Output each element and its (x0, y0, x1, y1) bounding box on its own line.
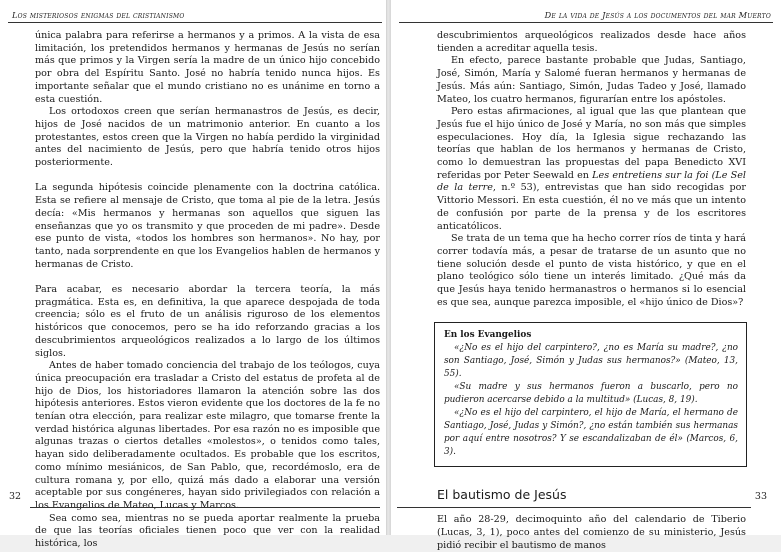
paragraph (437, 106, 746, 233)
paragraph-text: , n.º 53), entrevistas que han sido recogidas por Vittorio Messori. En esta cuestión, él no ve más que un intento de confusión por parte de la prensa y de los escritores anticatólicos. (437, 182, 747, 232)
paragraph: descubrimientos arqueológicos realizados desde hace años tienden a acreditar aquella tesis. (437, 30, 746, 54)
paragraph-text: Pero estas afirmaciones, al igual que las que plantean que Jesús fue el hijo único de José y María, no son más que simples especulaciones. Hoy día, la Iglesia sigue rechazando las teorías que hablan de los hermanos y hermanas de Cristo, como lo demuestran las propuestas del papa Benedicto XVI referidas por Peter Seewald en (437, 106, 746, 181)
right-body-text (437, 30, 746, 552)
paragraph: Sea como sea, mientras no se pueda aportar realmente la prueba de que las teorías oficiales tienen poco que ver con la realidad histórica, los (35, 512, 380, 550)
paragraph: Antes de haber tomado conciencia del trabajo de los teólogos, cuya única preocupación era trasladar a Cristo del estatus de profeta al de hijo de Dios, los historiadores llamaron la atención sobre las dos hipótesis anteriores. Estos vieron evidente que los doctores de la fe no tenían otra elección, para realizar este milagro, que tomarse frente la verdad histórica algunas libertades. Por esa razón no es imposible que algunas trazas o ciertos detalles «molestos», o tenidos como tales, hayan sido deliberadamente ocultados. Es probable que los escritos, como mínimo mesiánicos, de San Pablo, que, recordémoslo, era de cultura romana y, por ello, quizá más dado a elaborar una versión aceptable por sus congéneres, hayan sido privilegiados con relación a los Evangelios de Mateo, Lucas y Marcos. (35, 360, 380, 511)
header-rule-right (399, 22, 773, 23)
page-number-left: 32 (9, 491, 22, 502)
paragraph: La segunda hipótesis coincide plenamente con la doctrina católica. Esta se refiere al mensaje de Cristo, que toma al pie de la letra. Jesús decía: «Mis hermanos y hermanas son aquellos que siguen las enseñanzas que yo os transmito y que proceden de mi padre». Desde ese punto de vista, «todos los hombres son hermanos». No hay, por tanto, nada sorprendente en que los Evangelios hablen de hermanos y hermanas de Cristo. (35, 182, 380, 270)
gospels-quote-box (434, 322, 747, 467)
header-rule-left (8, 22, 382, 23)
running-head-right: De la vida de Jesús a los documentos del mar Muerto (544, 10, 771, 20)
paragraph: En efecto, parece bastante probable que Judas, Santiago, José, Simón, María y Salomé fueran hermanos y hermanas de Jesús. Más aún: Santiago, Simón, Judas Tadeo y José, llamado Mateo, los cuatro hermanos, figurarían entre los apóstoles. (437, 55, 746, 105)
right-page (391, 0, 781, 551)
box-title: En los Evangelios (444, 330, 532, 341)
book-title: Les entretiens sur la foi (Le Sel de la terre (437, 169, 746, 194)
running-head-left: Los misteriosos enigmas del cristianismo (12, 10, 185, 20)
gospel-quote: «Su madre y sus hermanos fueron a buscarlo, pero no pudieron acercarse debido a la multitud» (Lucas, 8, 19). (444, 382, 738, 406)
footer-rule-right (397, 507, 751, 508)
left-body-text (35, 30, 380, 551)
page-number-right: 33 (754, 491, 767, 502)
section-heading: El bautismo de Jesús (437, 487, 567, 503)
paragraph: única palabra para referirse a hermanos y a primos. A la vista de esa limitación, los pretendidos hermanos y hermanas de Jesús no serían más que primos y la Virgen sería la madre de un único hijo concebido por obra del Espíritu Santo. José no habría tenido nunca hijos. Es importante señalar que el mundo cristiano no es unánime en torno a esta cuestión. (35, 30, 380, 105)
paragraph: Para acabar, es necesario abordar la tercera teoría, la más pragmática. Esta es, en definitiva, la que aparece despojada de toda creencia; sólo es el fruto de un análisis riguroso de los elementos históricos que conocemos, pero se ha ido reforzando gracias a los descubrimientos arqueológicos realizados a lo largo de los últimos siglos. (35, 284, 380, 359)
paragraph: El año 28-29, decimoquinto año del calendario de Tiberio (Lucas, 3, 1), poco antes del comienzo de su ministerio, Jesús pidió recibir el bautismo de manos (437, 514, 746, 551)
paragraph: Los ortodoxos creen que serían hermanastros de Jesús, es decir, hijos de José nacidos de un matrimonio anterior. En cuanto a los protestantes, estos creen que la Virgen no había perdido la virginidad antes del nacimiento de Jesús, pero que habría tenido otros hijos posteriormente. (35, 106, 380, 169)
left-page (0, 0, 386, 550)
gospel-quote: «¿No es el hijo del carpintero, el hijo de María, el hermano de Santiago, José, Judas y Simón?, ¿no están también sus hermanas por aquí entre nosotros? Y se escandalizaban de él» (Marcos, 6, 3). (444, 408, 738, 458)
paragraph: Se trata de un tema que ha hecho correr ríos de tinta y hará correr todavía más, a pesar de tratarse de un asunto que no tiene solución desde el punto de vista histórico, y que en el plano teológico sólo tiene un interés limitado. ¿Qué más da que Jesús haya tenido hermanastros o hermanos si lo esencial es que sea, aunque parezca imposible, el «hijo único de Dios»? (437, 233, 746, 308)
gospel-quote: «¿No es el hijo del carpintero?, ¿no es María su madre?, ¿no son Santiago, José, Simón y Judas sus hermanos?» (Mateo, 13, 55). (444, 343, 738, 380)
footer-rule-left (30, 507, 380, 508)
